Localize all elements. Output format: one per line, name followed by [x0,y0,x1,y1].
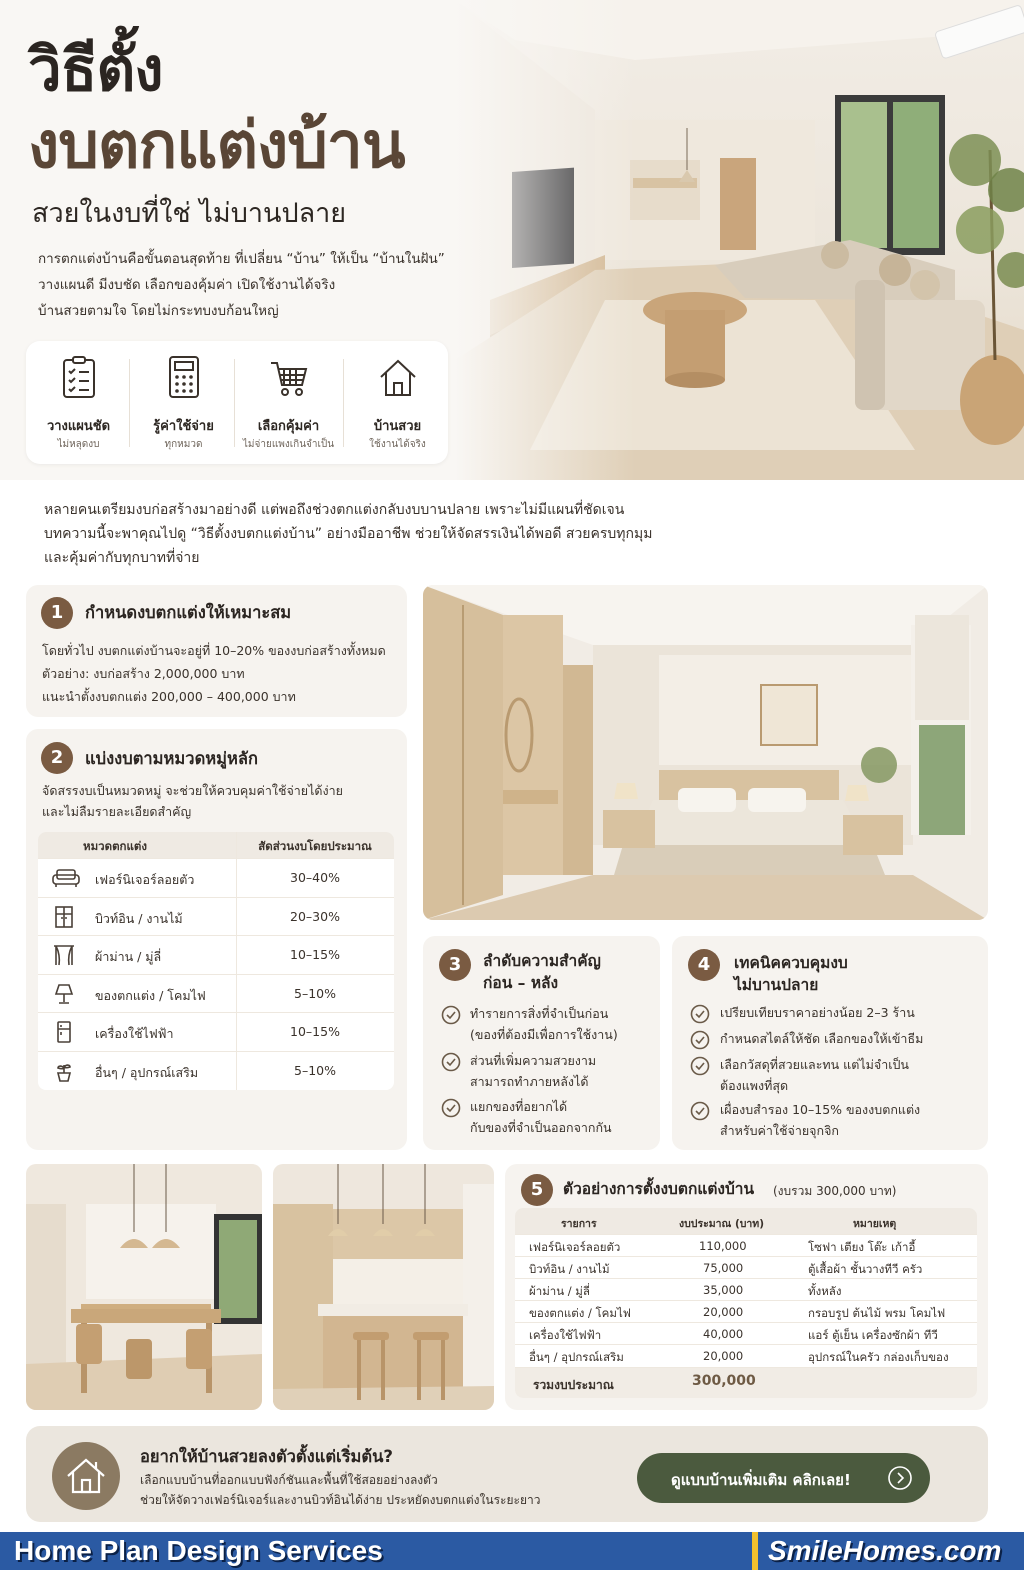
feature-panel [26,341,448,464]
table-row [38,935,394,974]
header-ratio: สัดส่วนงบโดยประมาณ [258,839,372,853]
row-label: บิวท์อิน / งานไม้ [95,910,183,926]
table-row [515,1234,977,1256]
row-label: เครื่องใช้ไฟฟ้า [95,1026,174,1041]
divider [129,359,130,447]
step2-number: 2 [41,742,73,774]
divider [343,359,344,447]
feature-home-title: บ้านสวย [373,419,422,434]
step4-number: 4 [688,949,720,981]
step3-item1-line2: (ของที่ต้องมีเพื่อการใช้งาน) [470,1027,618,1042]
cta-house-icon [52,1442,120,1510]
row-item: เครื่องใช้ไฟฟ้า [529,1328,602,1342]
row-label: ของตกแต่ง / โคมไฟ [95,987,206,1003]
hero-intro-line3: บ้านสวยตามใจ โดยไม่กระทบงบก้อนใหญ่ [38,303,279,319]
cabinet-icon [52,906,76,928]
row-label: อื่นๆ / อุปกรณ์เสริม [95,1064,199,1080]
step1-line2: ตัวอย่าง: งบก่อสร้าง 2,000,000 บาท [42,666,245,681]
feature-plan [26,341,131,464]
sofa-icon [52,867,76,889]
row-value: 10–15% [290,1024,340,1039]
total-row [515,1367,977,1398]
header-category: หมวดตกแต่ง [83,839,148,853]
row-amount: 35,000 [703,1283,744,1297]
feature-value-sub: ไม่จ่ายแพงเกินจำเป็น [242,439,335,450]
step5-number: 5 [521,1174,553,1206]
feature-value [236,341,341,464]
shopping-cart-icon [270,355,308,399]
row-item: ผ้าม่าน / มู่ลี่ [529,1284,590,1298]
hero-photo-fade [455,0,635,480]
step3-card [423,936,660,1150]
step5-title: ตัวอย่างการตั้งงบตกแต่งบ้าน [563,1180,755,1198]
total-value: 300,000 [692,1373,756,1389]
row-note: ตู้เสื้อผ้า ชั้นวางทีวี ครัว [808,1262,923,1276]
check-icon [690,1101,710,1121]
step3-item2-line2: สามารถทำภายหลังได้ [470,1074,589,1089]
feature-home [345,341,450,464]
body-intro-line3: และคุ้มค่ากับทุกบาทที่จ่าย [44,550,200,566]
step1-number: 1 [41,597,73,629]
check-icon [690,1030,710,1050]
table-row [515,1344,977,1366]
row-item: บิวท์อิน / งานไม้ [529,1262,610,1276]
curtain-icon [52,944,76,966]
step2-line2: และไม่ลืมรายละเอียดสำคัญ [42,804,192,819]
cta-line2: ช่วยให้จัดวางเฟอร์นิเจอร์และงานบิวท์อินได้ง่าย ประหยัดงบตกแต่งในระยะยาว [140,1493,541,1507]
row-value: 5–10% [294,985,336,1001]
table-row [515,1300,977,1322]
step4-item3-line1: เลือกวัสดุที่สวยและทน แต่ไม่จำเป็น [720,1057,909,1072]
check-icon [690,1004,710,1024]
fridge-icon [52,1021,76,1043]
step2-title: แบ่งงบตามหมวดหมู่หลัก [85,749,259,768]
table-row [515,1322,977,1344]
row-amount: 20,000 [703,1305,744,1319]
feature-plan-title: วางแผนชัด [46,419,111,434]
row-item: ของตกแต่ง / โคมไฟ [529,1306,631,1320]
step4-item4-line2: สำหรับค่าใช้จ่ายจุกจิก [720,1123,839,1138]
step1-line3: แนะนำตั้งงบตกแต่ง 200,000 – 400,000 บาท [42,689,296,704]
row-item: อื่นๆ / อุปกรณ์เสริม [529,1350,624,1364]
row-amount: 40,000 [703,1327,744,1341]
cta-line1: เลือกแบบบ้านที่ออกแบบฟังก์ชันและพื้นที่ใช้สอยอย่างลงตัว [140,1473,438,1487]
row-value: 5–10% [294,1062,336,1078]
house-icon [379,355,417,399]
divider [234,359,235,447]
row-amount: 110,000 [699,1239,747,1253]
step4-card [672,936,988,1150]
step3-item1-line1: ทำรายการสิ่งที่จำเป็นก่อน [470,1006,609,1021]
step3-item3-line2: กับของที่จำเป็นออกจากกัน [470,1120,612,1135]
table-row [515,1278,977,1300]
budget-table [515,1208,977,1398]
step1-line1: โดยทั่วไป งบตกแต่งบ้านจะอยู่ที่ 10–20% ของงบก่อสร้างทั้งหมด [42,643,386,658]
bedroom-photo [423,585,988,920]
step5-title-note: (งบรวม 300,000 บาท) [773,1184,897,1198]
step2-line1: จัดสรรงบเป็นหมวดหมู่ จะช่วยให้ควบคุมค่าใช้จ่ายได้ง่าย [42,783,343,798]
step4-item4-line1: เผื่องบสำรอง 10–15% ของงบตกแต่ง [720,1102,921,1117]
chevron-right-icon [888,1466,912,1490]
step3-number: 3 [439,949,471,981]
dining-room-photo [26,1164,262,1410]
hero-intro-line1: การตกแต่งบ้านคือขั้นตอนสุดท้าย ที่เปลี่ยน “บ้าน” ให้เป็น “บ้านในฝัน” [38,251,445,267]
row-value: 30–40% [290,870,340,885]
step4-item1-line1: เปรียบเทียบราคาอย่างน้อย 2–3 ร้าน [720,1005,915,1020]
feature-plan-sub: ไม่หลุดงบ [57,439,100,450]
row-note: อุปกรณ์ในครัว กล่องเก็บของ [808,1350,949,1364]
step3-title-line1: ลำดับความสำคัญ [483,952,601,970]
step4-title-line1: เทคนิคควบคุมงบ [734,954,848,972]
page-title-line1: วิธีตั้ง [28,35,163,105]
table-row [38,858,394,897]
check-icon [441,1005,461,1025]
footer-divider [752,1532,758,1570]
category-table [38,832,394,1090]
step1-card [26,585,407,717]
row-note: ทั้งหลัง [808,1284,842,1298]
lamp-icon [52,983,76,1005]
row-value: 20–30% [290,908,340,924]
table-row [38,1051,394,1090]
row-note: แอร์ ตู้เย็น เครื่องซักผ้า ทีวี [808,1328,938,1342]
table-row [38,897,394,936]
page-subtitle: สวยในงบที่ใช่ ไม่บานปลาย [32,198,347,229]
cta-title: อยากให้บ้านสวยลงตัวตั้งแต่เริ่มต้น? [140,1447,394,1466]
step3-item3-line1: แยกของที่อยากได้ [470,1099,568,1114]
row-value: 10–15% [290,947,340,962]
check-icon [441,1098,461,1118]
step3-title-line2: ก่อน – หลัง [483,974,559,992]
view-more-plans-button[interactable] [637,1453,930,1503]
row-amount: 75,000 [703,1261,744,1275]
footer-left-text: Home Plan Design Services [14,1535,383,1566]
step3-item2-line1: ส่วนที่เพิ่มความสวยงาม [470,1053,597,1068]
page-title-line2: งบตกแต่งบ้าน [28,109,405,183]
table-row [515,1256,977,1278]
header-amount: งบประมาณ (บาท) [679,1218,765,1230]
plant-icon [52,1060,76,1082]
category-table-header [38,832,394,858]
step4-item2-line1: กำหนดสไตล์ให้ชัด เลือกของให้เข้าธีม [720,1031,924,1046]
check-icon [690,1056,710,1076]
feature-cost [131,341,236,464]
row-label: เฟอร์นิเจอร์ลอยตัว [95,872,195,887]
body-intro-line1: หลายคนเตรียมงบก่อสร้างมาอย่างดี แต่พอถึงช่วงตกแต่งกลับงบบานปลาย เพราะไม่มีแผนที่ชัดเจน [44,502,625,518]
feature-value-title: เลือกคุ้มค่า [257,419,320,434]
checklist-icon [60,355,98,399]
step1-title: กำหนดงบตกแต่งให้เหมาะสม [85,603,292,622]
row-note: กรอบรูป ต้นไม้ พรม โคมไฟ [808,1306,946,1320]
header-note: หมายเหตุ [853,1218,897,1230]
step4-title-line2: ไม่บานปลาย [734,976,819,994]
table-row [38,974,394,1013]
cta-button-label: ดูแบบบ้านเพิ่มเติม คลิกเลย! [671,1471,851,1489]
feature-cost-title: รู้ค่าใช้จ่าย [153,419,214,434]
row-item: เฟอร์นิเจอร์ลอยตัว [529,1240,621,1254]
kitchen-photo [273,1164,494,1410]
feature-cost-sub: ทุกหมวด [164,439,203,450]
total-label: รวมงบประมาณ [533,1378,614,1392]
row-label: ผ้าม่าน / มู่ลี่ [95,949,162,964]
hero-intro-line2: วางแผนดี มีงบชัด เลือกของคุ้มค่า เปิดใช้งานได้จริง [38,277,336,293]
feature-home-sub: ใช้งานได้จริง [369,439,426,450]
footer-site-link[interactable]: SmileHomes.com [768,1535,1002,1566]
body-intro-line2: บทความนี้จะพาคุณไปดู “วิธีตั้งงบตกแต่งบ้าน” อย่างมืออาชีพ ช่วยให้จัดสรรเงินได้พอดี สวยครบทุกมุม [44,526,653,542]
check-icon [441,1052,461,1072]
budget-table-header [515,1208,977,1234]
row-note: โซฟา เตียง โต๊ะ เก้าอี้ [808,1240,916,1254]
step4-item3-line2: ต้องแพงที่สุด [720,1078,789,1093]
row-amount: 20,000 [703,1349,744,1363]
table-row [38,1012,394,1051]
calculator-icon [165,355,203,399]
header-item: รายการ [561,1218,597,1230]
